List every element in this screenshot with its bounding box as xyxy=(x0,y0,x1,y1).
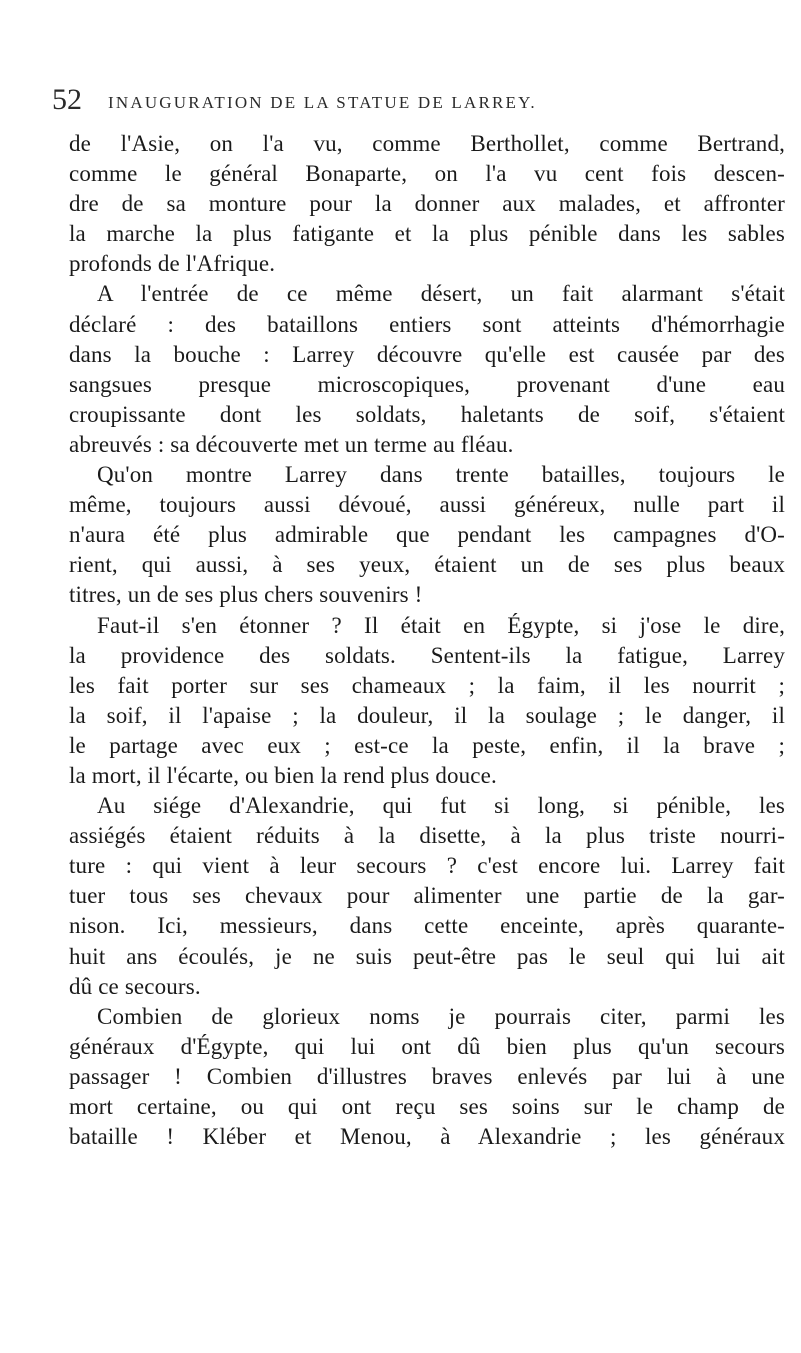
text-line: la soif, il l'apaise ; la douleur, il la soulage ; le danger, il xyxy=(69,702,785,728)
text-line: dans la bouche : Larrey découvre qu'elle est causée par des xyxy=(69,341,785,367)
text-line: dû ce secours. xyxy=(69,973,201,999)
text-line: tuer tous ses chevaux pour alimenter une partie de la gar- xyxy=(69,883,785,909)
text-line: huit ans écoulés, je ne suis peut-être pas le seul qui lui ait xyxy=(69,943,785,969)
text-line: même, toujours aussi dévoué, aussi généreux, nulle part il xyxy=(69,492,785,518)
text-line: Faut-il s'en étonner ? Il était en Égypte, si j'ose le dire, xyxy=(97,612,785,638)
text-line: bataille ! Kléber et Menou, à Alexandrie ; les généraux xyxy=(69,1124,785,1150)
text-line: la marche la plus fatigante et la plus pénible dans les sables xyxy=(69,221,785,247)
text-line: profonds de l'Afrique. xyxy=(69,251,276,277)
text-line: passager ! Combien d'illustres braves enlevés par lui à une xyxy=(69,1063,785,1089)
text-line: le partage avec eux ; est-ce la peste, enfin, il la brave ; xyxy=(69,732,785,758)
page-number: 52 xyxy=(52,83,82,116)
text-line: croupissante dont les soldats, haletants de soif, s'étaient xyxy=(69,401,785,427)
text-line: comme le général Bonaparte, on l'a vu cent fois descen- xyxy=(69,161,785,187)
running-head xyxy=(52,82,752,118)
text-line: sangsues presque microscopiques, provenant d'une eau xyxy=(69,371,785,397)
body-text xyxy=(69,129,785,1152)
text-line: de l'Asie, on l'a vu, comme Berthollet, comme Bertrand, xyxy=(69,131,785,156)
text-line: généraux d'Égypte, qui lui ont dû bien plus qu'un secours xyxy=(69,1033,785,1059)
text-line: assiégés étaient réduits à la disette, à la plus triste nourri- xyxy=(69,823,785,849)
text-line: nison. Ici, messieurs, dans cette enceinte, après quarante- xyxy=(69,913,785,939)
text-line: A l'entrée de ce même désert, un fait alarmant s'était xyxy=(97,281,785,307)
text-line: Qu'on montre Larrey dans trente batailles, toujours le xyxy=(97,462,785,488)
text-line: les fait porter sur ses chameaux ; la faim, il les nourrit ; xyxy=(69,672,785,698)
text-line: ture : qui vient à leur secours ? c'est encore lui. Larrey fait xyxy=(69,853,785,879)
text-line: titres, un de ses plus chers souvenirs ! xyxy=(69,582,423,608)
text-line: dre de sa monture pour la donner aux malades, et affronter xyxy=(69,191,785,217)
text-line: déclaré : des bataillons entiers sont atteints d'hémorrhagie xyxy=(69,311,785,337)
text-line: la mort, il l'écarte, ou bien la rend plus douce. xyxy=(69,762,497,788)
running-title: INAUGURATION DE LA STATUE DE LARREY. xyxy=(108,93,537,112)
text-line: rient, qui aussi, à ses yeux, étaient un de ses plus beaux xyxy=(69,552,785,578)
text-line: abreuvés : sa découverte met un terme au fléau. xyxy=(69,431,514,457)
text-line: Au siége d'Alexandrie, qui fut si long, si pénible, les xyxy=(97,793,785,819)
text-line: la providence des soldats. Sentent-ils la fatigue, Larrey xyxy=(69,642,785,668)
text-line: n'aura été plus admirable que pendant les campagnes d'O- xyxy=(69,522,785,548)
text-line: mort certaine, ou qui ont reçu ses soins sur le champ de xyxy=(69,1094,785,1119)
text-line: Combien de glorieux noms je pourrais citer, parmi les xyxy=(97,1003,785,1029)
